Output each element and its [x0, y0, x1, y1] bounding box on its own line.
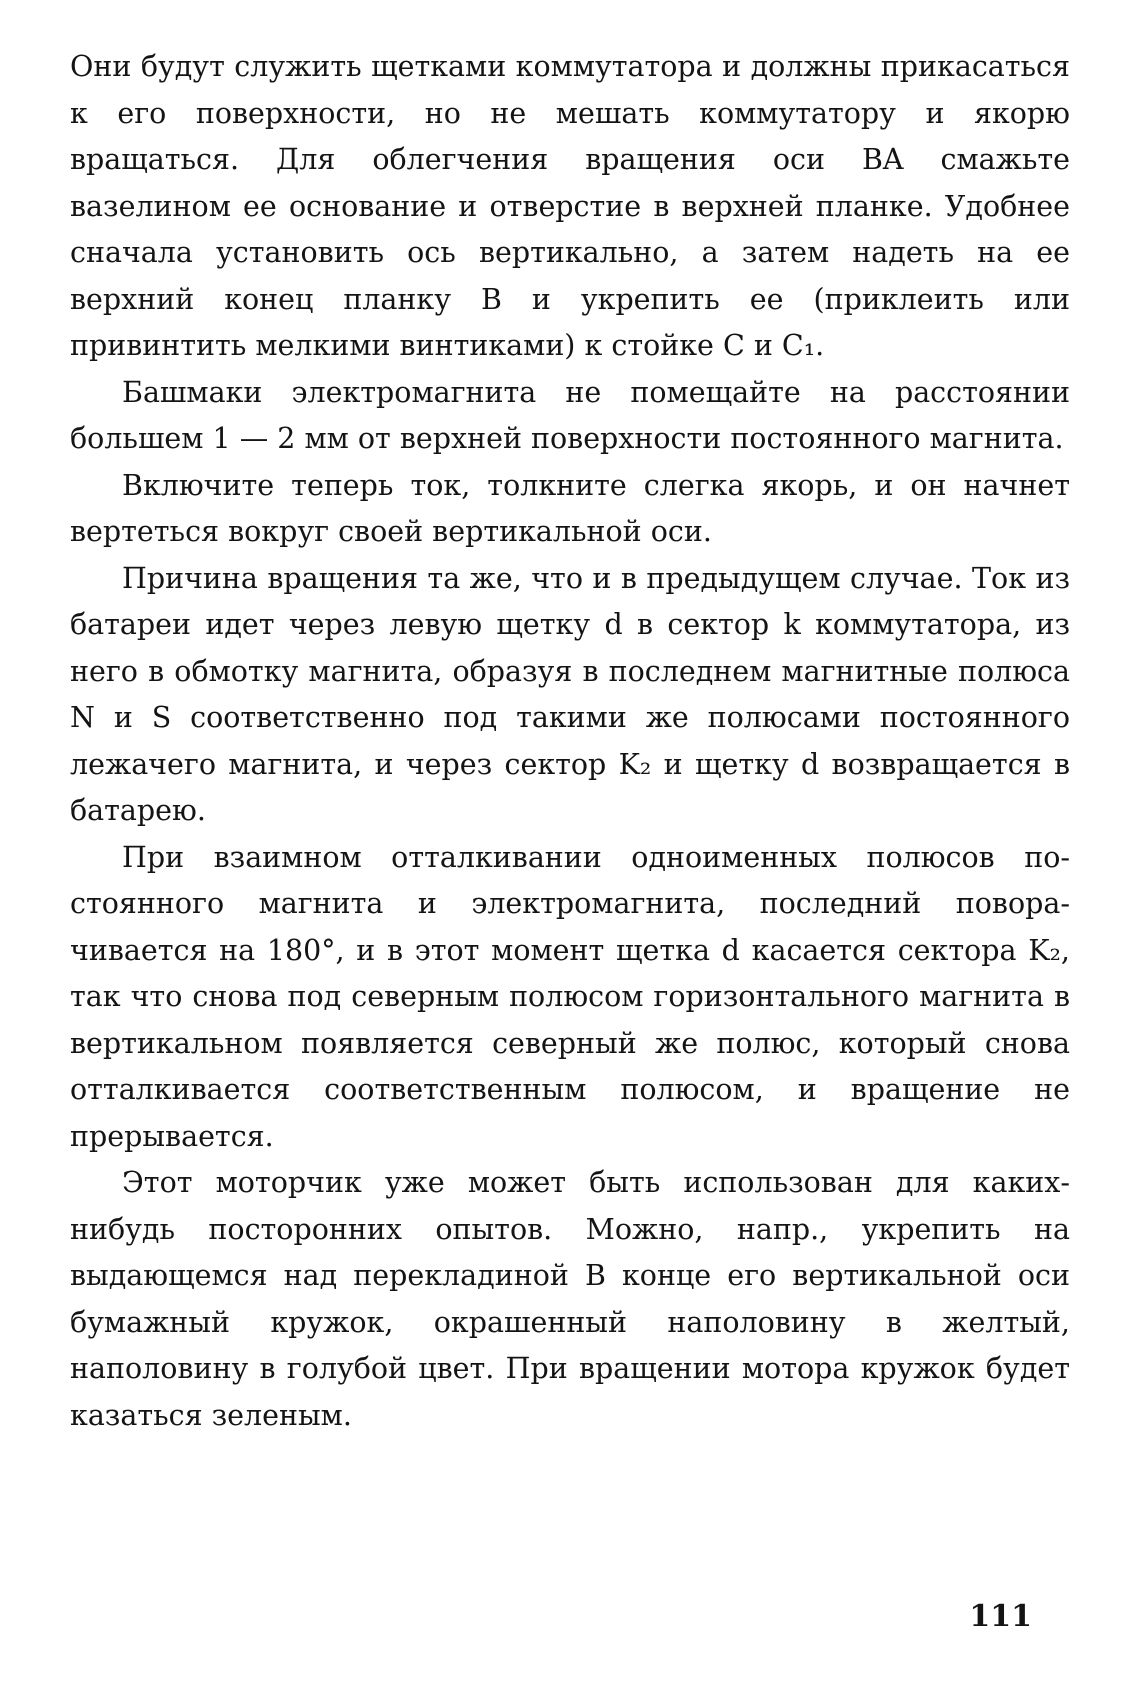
book-page — [70, 44, 1070, 1644]
paragraph-4: Причина вращения та же, что и в предыдущем случае. Ток из батареи идет через левую щетку d в сектор k коммутатора, из него в обмотку магнита, образуя в последнем магнитные полюса N и S соответственно под такими же полюсами постоянного лежачего магнита, и через сектор K₂ и щетку d возвращается в батарею. — [70, 561, 1070, 827]
paragraph-6: Этот моторчик уже может быть использован для каких-нибудь посторонних опытов. Можно, напр., укрепить на выдающемся над перекладиной B конце его вертикальной оси бумажный кружок, окрашенный наполовину в желтый, наполовину в голубой цвет. При вращении мотора кружок будет казаться зеленым. — [70, 1166, 1070, 1432]
page-number: 111 — [969, 1599, 1032, 1634]
paragraph-1: Они будут служить щетками коммутатора и должны прикасаться к его поверхности, но не мешать коммутатору и якорю вращаться. Для облегчения вращения оси BA смажьте вазелином ее основание и отверстие в верхней планке. Удобнее сначала установить ось вертикально, а затем надеть на ее верхний конец планку B и укрепить ее (приклеить или привинтить мелкими винтиками) к стойке C и C₁. — [70, 50, 1070, 362]
paragraph-3: Включите теперь ток, толкните слегка якорь, и он начнет вертеться вокруг своей вертикальной оси. — [70, 468, 1070, 548]
paragraph-2: Башмаки электромагнита не помещайте на расстоянии большем 1 — 2 мм от верхней поверхности постоянного магнита. — [70, 375, 1070, 455]
paragraph-5: При взаимном отталкивании одноименных полюсов постоянного магнита и электромагнита, последний поворачивается на 180°, и в этот момент щетка d касается сектора K₂, так что снова под северным полюсом горизонтального магнита в вертикальном появляется северный же полюс, который снова отталкивается соответственным полюсом, и вращение не прерывается. — [70, 840, 1070, 1153]
